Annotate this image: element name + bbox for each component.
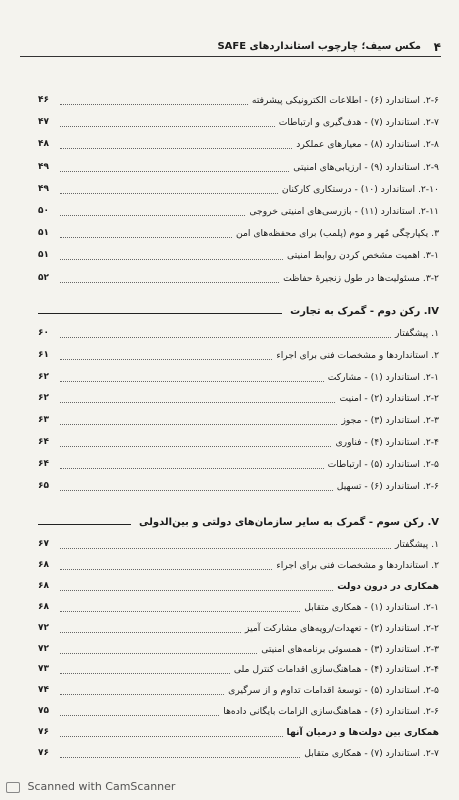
toc-entry	[38, 684, 439, 700]
toc-entry-text: ۲-۷. استاندارد (۷) - هدف‌گیری و ارتباطات	[278, 117, 439, 129]
section-heading	[38, 517, 439, 533]
dot-leader	[60, 548, 391, 549]
toc-page-number: ۶۴	[38, 458, 49, 469]
toc-entry	[38, 458, 439, 474]
toc-entry-text: ۲-۱. استاندارد (۱) - مشارکت	[327, 371, 439, 383]
dot-leader	[60, 715, 219, 716]
dot-leader	[60, 611, 300, 612]
toc-entry-text: ۲-۲. استاندارد (۲) - تعهدات/رویه‌های مشارکت آمیز	[245, 622, 439, 634]
toc-entry-text: همکاری بین دولت‌ها و درمیان آنها	[286, 727, 439, 739]
toc-entry	[38, 138, 439, 154]
dot-leader	[60, 569, 272, 570]
toc-entry-text: ۲-۶. استاندارد (۶) - اطلاعات الکترونیکی پیشرفته	[251, 95, 439, 106]
toc-page-number: ۶۳	[38, 415, 49, 426]
toc-page-number: ۶۸	[38, 559, 49, 570]
toc-entry-text: ۲-۹. استاندارد (۹) - ارزیابی‌های امنیتی	[293, 161, 439, 173]
toc-page-number: ۴۹	[38, 183, 49, 194]
toc-page-number: ۷۵	[38, 706, 49, 717]
toc-entry-text: ۱. پیشگفتار	[394, 539, 439, 550]
dot-leader	[60, 282, 279, 283]
toc-entry-text: همکاری در درون دولت	[337, 580, 439, 592]
section-heading-text: V. رکن سوم - گمرک به سایر سازمان‌های دولتی و بین‌الدولی	[139, 517, 439, 528]
toc-entry-text: ۲-۷. استاندارد (۷) - همکاری متقابل	[304, 748, 439, 759]
toc-entry	[38, 643, 439, 659]
toc-page-number: ۷۶	[38, 727, 49, 738]
dot-leader	[60, 424, 337, 425]
toc-page-number: ۵۱	[38, 250, 49, 261]
dot-leader	[60, 468, 324, 469]
dot-leader	[60, 757, 300, 758]
toc-page-number: ۶۲	[38, 393, 49, 404]
toc-page-number: ۵۰	[38, 206, 49, 216]
toc-entry-text: ۲-۸. استاندارد (۸) - معیارهای عملکرد	[296, 139, 439, 151]
toc-entry-text: ۲. استانداردها و مشخصات فنی برای اجراء	[276, 559, 439, 571]
dot-leader	[60, 490, 333, 491]
toc-entry-text: ۱. پیشگفتار	[394, 328, 439, 339]
toc-entry	[38, 726, 439, 742]
section-heading	[38, 306, 439, 322]
toc-page-number: ۴۹	[38, 161, 49, 172]
dot-leader	[60, 237, 232, 238]
toc-page-number: ۷۳	[38, 664, 49, 675]
dot-leader	[60, 126, 275, 127]
dot-leader	[60, 359, 272, 360]
scanner-watermark	[0, 772, 459, 800]
toc-entry-text: ۲-۶. استاندارد (۶) - هماهنگ‌سازی الزامات بایگانی داده‌ها	[223, 706, 439, 718]
toc-entry	[38, 161, 439, 177]
scanner-label: Scanned with CamScanner	[27, 780, 176, 793]
toc-entry-text: ۲. استانداردها و مشخصات فنی برای اجراء	[276, 349, 439, 361]
section-rule	[38, 313, 282, 314]
toc-entry-text: ۲-۳. استاندارد (۳) - همسوئی برنامه‌های امنیتی	[261, 643, 439, 655]
toc-entry-text: ۲-۱۱. استاندارد (۱۱) - بازرسی‌های امنیتی خروجی	[249, 206, 439, 217]
dot-leader	[60, 171, 289, 172]
dot-leader	[60, 653, 257, 654]
dot-leader	[60, 632, 241, 633]
toc-entry	[38, 249, 439, 265]
toc-entry	[38, 205, 439, 221]
dot-leader	[60, 446, 331, 447]
toc-page-number: ۶۸	[38, 580, 49, 591]
toc-entry-text: ۲-۵. استاندارد (۵) - ارتباطات	[327, 458, 439, 470]
toc-page-number: ۴۷	[38, 117, 49, 128]
toc-entry-text: ۲-۲. استاندارد (۲) - امنیت	[339, 393, 439, 405]
dot-leader	[60, 337, 391, 338]
page-number: ۴	[433, 40, 441, 54]
running-title: مکس سیف؛ چارچوب استانداردهای SAFE	[217, 41, 421, 52]
camscanner-logo-icon	[6, 782, 20, 793]
toc-entry	[38, 349, 439, 365]
toc-entry	[38, 559, 439, 575]
toc-entry-text: ۲-۱۰. استاندارد (۱۰) - درستکاری کارکنان	[281, 183, 439, 195]
toc-entry	[38, 601, 439, 617]
toc-entry	[38, 747, 439, 763]
dot-leader	[60, 381, 324, 382]
toc-page-number: ۴۸	[38, 139, 49, 150]
toc-page-number: ۴۶	[38, 95, 49, 105]
toc-page-number: ۵۱	[38, 228, 49, 239]
dot-leader	[60, 736, 283, 737]
toc-page-number: ۶۷	[38, 539, 49, 549]
toc-entry-text: ۲-۶. استاندارد (۶) - تسهیل	[336, 480, 439, 492]
toc-entry-text: ۳. یکپارچگی مُهر و موم (پلمب) برای محفظه‌های امن	[235, 228, 439, 240]
toc-entry	[38, 538, 439, 554]
toc-entry-text: ۲-۳. استاندارد (۳) - مجوز	[341, 415, 439, 427]
header-rule	[20, 56, 441, 57]
dot-leader	[60, 694, 224, 695]
toc-entry	[38, 272, 439, 288]
toc-entry	[38, 116, 439, 132]
toc-page-number: ۶۸	[38, 601, 49, 612]
dot-leader	[60, 148, 292, 149]
toc-entry	[38, 436, 439, 452]
toc-page-number: ۷۲	[38, 643, 49, 654]
dot-leader	[60, 590, 333, 591]
toc-page-number: ۶۱	[38, 349, 49, 360]
section-rule	[38, 524, 131, 525]
toc-page-number: ۶۴	[38, 437, 49, 447]
toc-entry	[38, 480, 439, 496]
toc-entry	[38, 183, 439, 199]
toc-entry	[38, 327, 439, 343]
dot-leader	[60, 215, 245, 216]
toc-page-number: ۶۵	[38, 480, 49, 491]
toc-page-number: ۷۲	[38, 622, 49, 633]
toc-entry-text: ۳-۱. اهمیت مشخص کردن روابط امنیتی	[287, 250, 439, 262]
toc-entry-text: ۲-۵. استاندارد (۵) - توسعهٔ اقدامات تداوم و از سرگیری	[228, 685, 439, 697]
toc-entry-text: ۲-۱. استاندارد (۱) - همکاری متقابل	[304, 601, 439, 613]
toc-page-number: ۵۲	[38, 272, 49, 283]
dot-leader	[60, 402, 335, 403]
toc-entry-text: ۲-۴. استاندارد (۴) - فناوری	[335, 437, 439, 448]
toc-entry	[38, 705, 439, 721]
toc-page-number: ۷۶	[38, 748, 49, 758]
toc-page-number: ۶۲	[38, 371, 49, 382]
page-header	[20, 40, 441, 58]
toc-entry-text: ۲-۴. استاندارد (۴) - هماهنگ‌سازی اقدامات کنترل ملی	[233, 664, 439, 676]
toc-page-number: ۶۰	[38, 328, 49, 338]
toc-entry	[38, 227, 439, 243]
toc-entry	[38, 371, 439, 387]
dot-leader	[60, 193, 278, 194]
dot-leader	[60, 104, 248, 105]
toc-entry	[38, 622, 439, 638]
toc-entry	[38, 94, 439, 110]
toc-entry-text: ۳-۲. مسئولیت‌ها در طول زنجیرهٔ حفاظت	[283, 272, 439, 284]
dot-leader	[60, 673, 230, 674]
section-heading-text: IV. رکن دوم - گمرک به تجارت	[290, 306, 439, 317]
toc-entry	[38, 414, 439, 430]
toc-page-number: ۷۴	[38, 685, 49, 696]
toc-entry	[38, 580, 439, 596]
toc-entry	[38, 663, 439, 679]
dot-leader	[60, 259, 283, 260]
toc-entry	[38, 392, 439, 408]
